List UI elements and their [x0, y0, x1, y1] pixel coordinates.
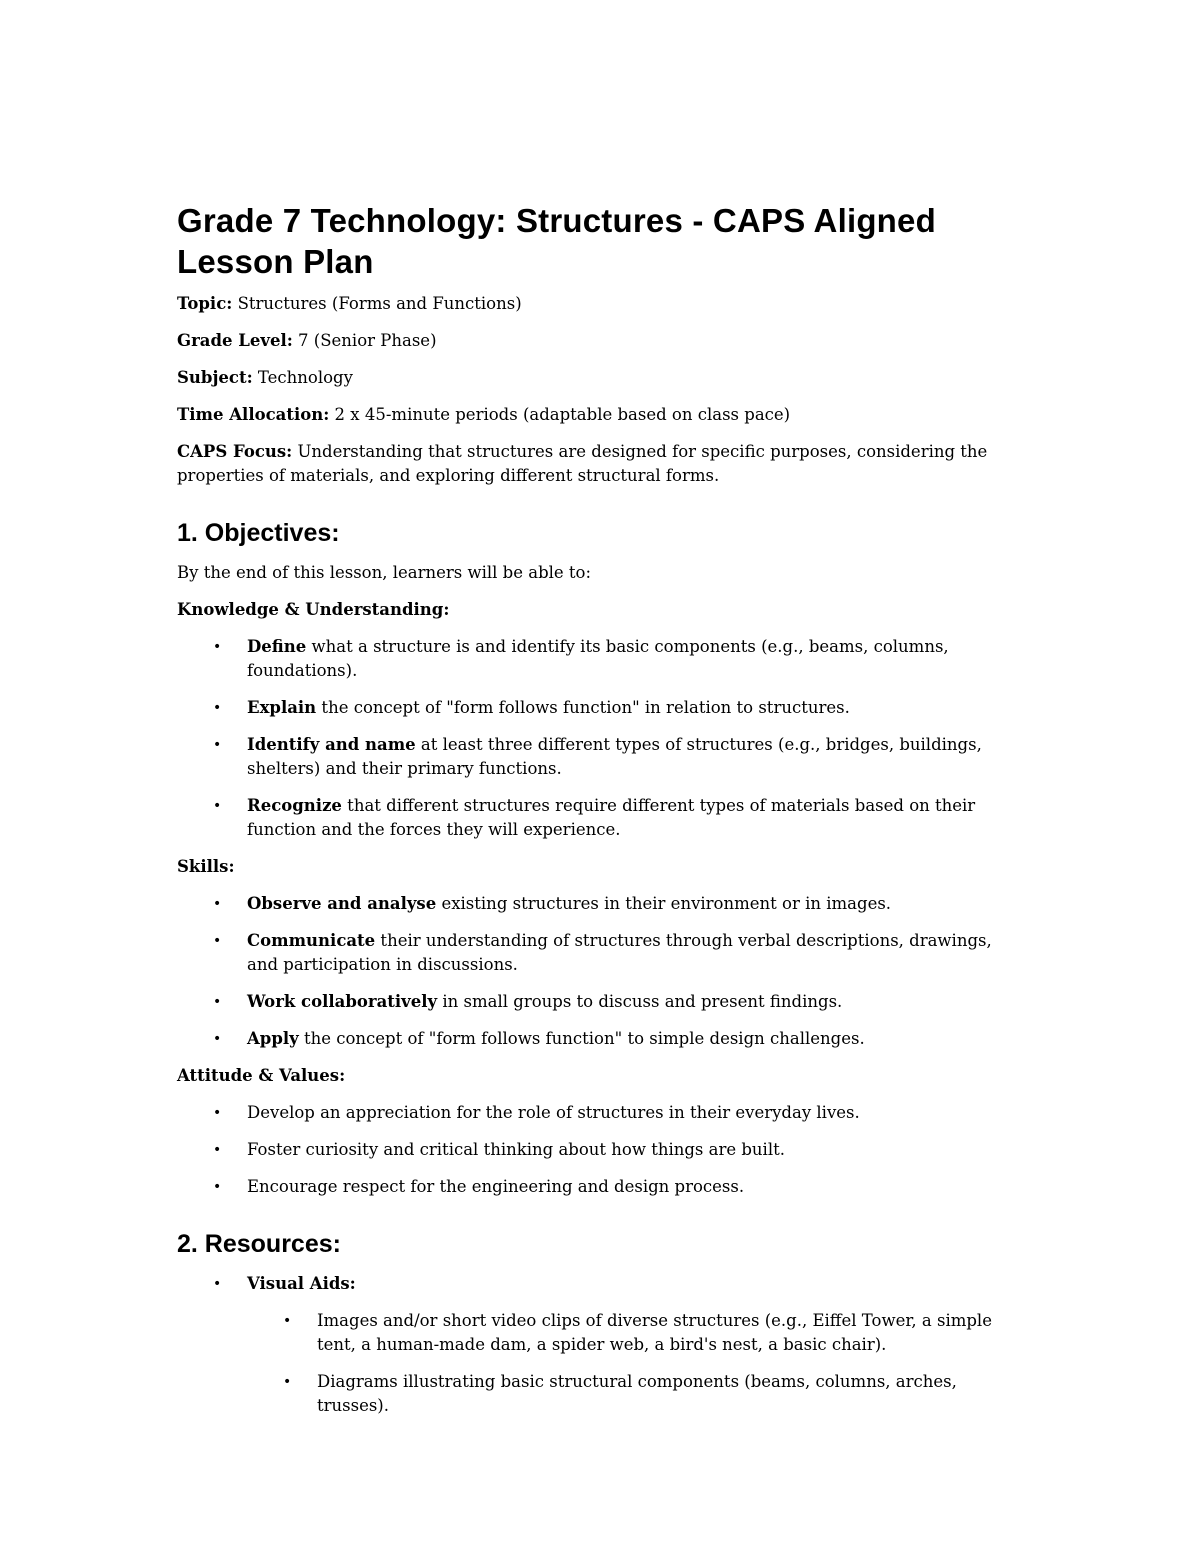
bullet-icon: •	[213, 1142, 222, 1158]
page-title: Grade 7 Technology: Structures - CAPS Aligned Lesson Plan	[177, 202, 936, 280]
item-text: Foster curiosity and critical thinking about how things are built.	[247, 1140, 785, 1159]
bullet-icon: •	[213, 933, 222, 949]
item-bold: Define	[247, 637, 307, 656]
bullet-icon: •	[213, 639, 222, 655]
bullet-icon: •	[213, 1276, 222, 1292]
bullet-icon: •	[213, 700, 222, 716]
item-text: what a structure is and identify its basic components (e.g., beams, columns, foundations).	[247, 637, 949, 680]
attitude-heading: Attitude & Values:	[177, 1066, 346, 1085]
item-bold: Apply	[247, 1029, 299, 1048]
list-item	[177, 929, 1027, 977]
item-text: Encourage respect for the engineering and design process.	[247, 1177, 745, 1196]
item-bold: Recognize	[247, 796, 342, 815]
list-item	[177, 990, 1027, 1014]
document-page	[177, 200, 1027, 1431]
knowledge-heading: Knowledge & Understanding:	[177, 600, 450, 619]
lesson-meta	[177, 292, 1027, 488]
grade-value: 7 (Senior Phase)	[292, 331, 437, 350]
knowledge-list	[177, 635, 1027, 842]
item-text: the concept of "form follows function" to simple design challenges.	[298, 1029, 865, 1048]
item-bold: Identify and name	[247, 735, 416, 754]
objectives-intro: By the end of this lesson, learners will be able to:	[177, 563, 592, 582]
list-item	[177, 1101, 1027, 1125]
caps-label: CAPS Focus:	[177, 442, 293, 461]
objectives-heading: 1. Objectives:	[177, 519, 340, 547]
skills-heading: Skills:	[177, 857, 235, 876]
resources-list	[177, 1272, 1027, 1296]
list-item	[177, 1027, 1027, 1051]
bullet-icon: •	[213, 1031, 222, 1047]
caps-value: Understanding that structures are designed for specific purposes, considering the properties of materials, and exploring different structural forms.	[177, 442, 988, 485]
topic-line	[177, 292, 1027, 316]
item-text: Images and/or short video clips of diverse structures (e.g., Eiffel Tower, a simple tent, a human-made dam, a spider web, a bird's nest, a basic chair).	[317, 1311, 992, 1354]
subject-label: Subject:	[177, 368, 253, 387]
item-text: the concept of "form follows function" in relation to structures.	[316, 698, 850, 717]
list-item	[177, 1309, 1027, 1357]
item-text: Develop an appreciation for the role of structures in their everyday lives.	[247, 1103, 860, 1122]
bullet-icon: •	[283, 1374, 292, 1390]
time-label: Time Allocation:	[177, 405, 330, 424]
item-bold: Work collaboratively	[247, 992, 438, 1011]
item-bold: Communicate	[247, 931, 376, 950]
visual-aids-list	[177, 1309, 1027, 1418]
bullet-icon: •	[213, 994, 222, 1010]
topic-label: Topic:	[177, 294, 233, 313]
item-text: in small groups to discuss and present findings.	[437, 992, 843, 1011]
item-text: that different structures require different types of materials based on their function and the forces they will experience.	[247, 796, 976, 839]
item-bold: Observe and analyse	[247, 894, 437, 913]
item-bold: Explain	[247, 698, 317, 717]
subject-line	[177, 366, 1027, 390]
list-item	[177, 1175, 1027, 1199]
list-item	[177, 733, 1027, 781]
time-line	[177, 403, 1027, 427]
attitude-list	[177, 1101, 1027, 1199]
list-item	[177, 1138, 1027, 1162]
list-item	[177, 794, 1027, 842]
bullet-icon: •	[213, 1179, 222, 1195]
list-item	[177, 1272, 1027, 1296]
visual-aids-label: Visual Aids:	[247, 1274, 356, 1293]
skills-list	[177, 892, 1027, 1051]
list-item	[177, 696, 1027, 720]
bullet-icon: •	[213, 896, 222, 912]
subject-value: Technology	[252, 368, 353, 387]
topic-value: Structures (Forms and Functions)	[232, 294, 522, 313]
resources-heading: 2. Resources:	[177, 1230, 341, 1258]
grade-label: Grade Level:	[177, 331, 293, 350]
bullet-icon: •	[213, 798, 222, 814]
item-text: at least three different types of structures (e.g., bridges, buildings, shelters) and their primary functions.	[247, 735, 982, 778]
caps-focus-line	[177, 440, 1027, 488]
grade-line	[177, 329, 1027, 353]
time-value: 2 x 45-minute periods (adaptable based on class pace)	[329, 405, 791, 424]
item-text: Diagrams illustrating basic structural components (beams, columns, arches, trusses).	[317, 1372, 957, 1415]
list-item	[177, 635, 1027, 683]
bullet-icon: •	[213, 1105, 222, 1121]
bullet-icon: •	[283, 1313, 292, 1329]
bullet-icon: •	[213, 737, 222, 753]
list-item	[177, 892, 1027, 916]
item-text: their understanding of structures through verbal descriptions, drawings, and participation in discussions.	[247, 931, 992, 974]
list-item	[177, 1370, 1027, 1418]
item-text: existing structures in their environment or in images.	[436, 894, 892, 913]
